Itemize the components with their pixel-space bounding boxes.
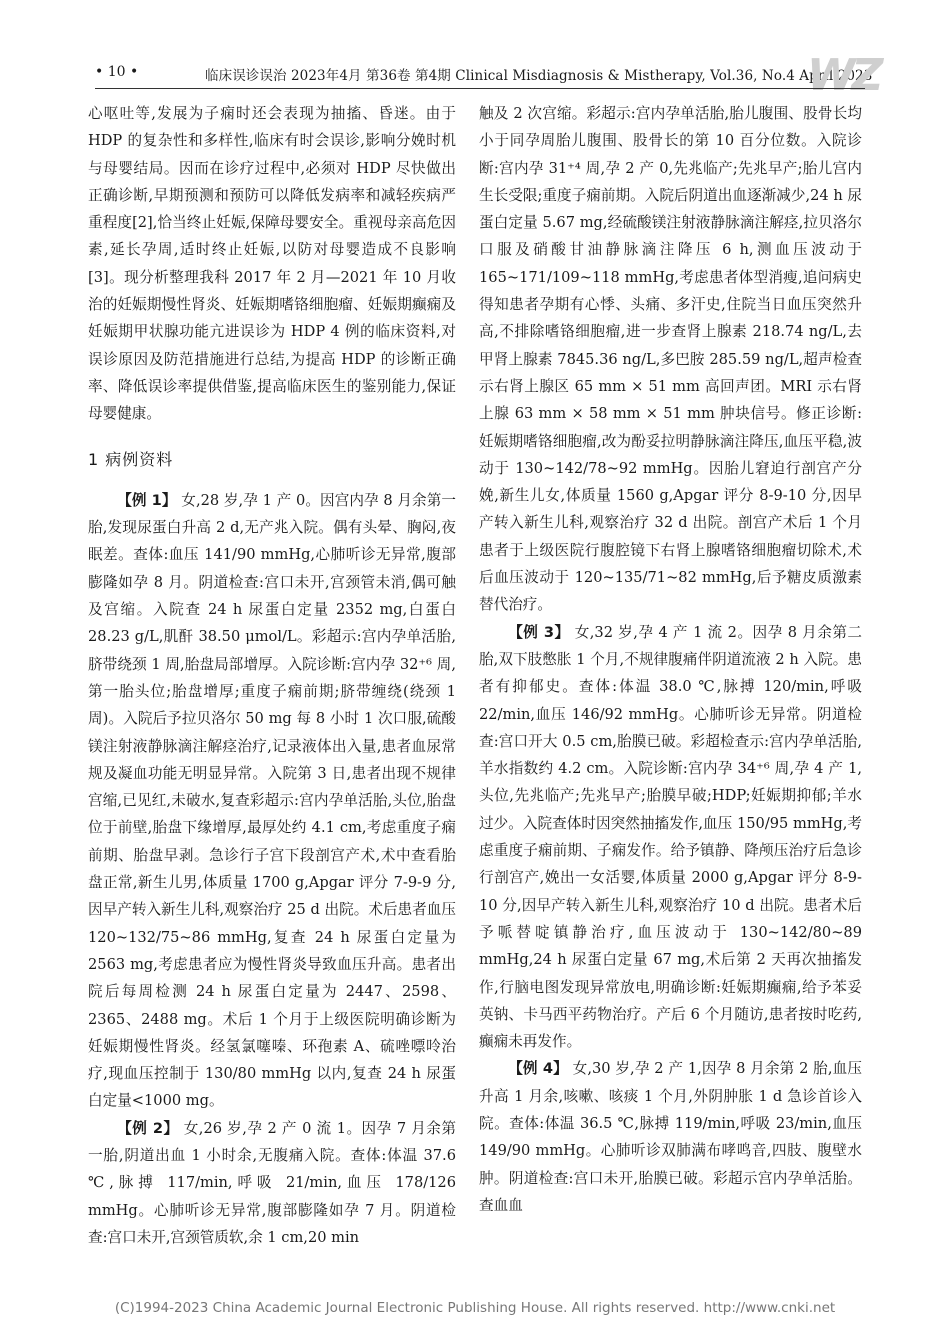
case-1-text: 女,28 岁,孕 1 产 0。因宫内孕 8 月余第一胎,发现尿蛋白升高 2 d,无产兆入院。偶有头晕、胸闷,夜眠差。查体:血压 141/90 mmHg,心肺听诊无异常,腹部膨隆如孕 8 月。阴道检查:宫口未开,宫颈管未消,偶可触及宫缩。入院查 24 h 尿蛋白定量 2352 mg,白蛋白 28.23 g/L,肌酐 38.50 μmol/L。彩超示:宫内孕单活胎,脐带绕颈 1 周,胎盘局部增厚。入院诊断:宫内孕 32⁺⁶ 周,第一胎头位;胎盘增厚;重度子痫前期;脐带缠绕(绕颈 1 周)。入院后予拉贝洛尔 50 mg 每 8 小时 1 次口服,硫酸镁注射液静脉滴注解痉治疗,记录液体出入量,患者血尿常规及凝血功能无明显异常。入院第 3 日,患者出现不规律宫缩,已见红,未破水,复查彩超示:宫内孕单活胎,头位,胎盘位于前壁,胎盘下缘增厚,最厚处约 4.1 cm,考虑重度子痫前期、胎盘早剥。急诊行子宫下段剖宫产术,术中查看胎盘正常,新生儿男,体质量 1700 g,Apgar 评分 7-9-9 分,因早产转入新生儿科,观察治疗 25 d 出院。术后患者血压 120~132/75~86 mmHg,复查 24 h 尿蛋白定量为 2563 mg,考虑患者应为慢性肾炎导致血压升高。患者出院后每周检测 24 h 尿蛋白定量为 2447、2598、2365、2488 mg。术后 1 个月于上级医院明确诊断为妊娠期慢性肾炎。经氢氯噻嗪、环孢素 A、硫唑嘌呤治疗,现血压控制于 130/80 mmHg 以内,复查 24 h 尿蛋白定量<1000 mg。 bbox=[88, 491, 456, 1110]
header-rule bbox=[95, 88, 865, 89]
section-title: 1 病例资料 bbox=[88, 449, 174, 469]
left-column bbox=[88, 100, 456, 1251]
case-2-label: 【例 2】 bbox=[117, 1119, 179, 1137]
case-2-text: 女,26 岁,孕 2 产 0 流 1。因孕 7 月余第一胎,阴道出血 1 小时余,无腹痛入院。查体:体温 37.6 ℃,脉搏 117/min,呼吸 21/min,血压 178/126 mmHg。心肺听诊无异常,腹部膨隆如孕 7 月。阴道检查:宫口未开,宫颈管质软,余 1 cm,20 min bbox=[88, 1119, 456, 1246]
case-1-paragraph bbox=[88, 487, 456, 1115]
case-3-label: 【例 3】 bbox=[508, 623, 570, 641]
case-3-paragraph bbox=[479, 619, 862, 1056]
case-2-continuation: 触及 2 次宫缩。彩超示:宫内孕单活胎,胎儿腹围、股骨长均小于同孕周胎儿腹围、股骨长的第 10 百分位数。入院诊断:宫内孕 31⁺⁴ 周,孕 2 产 0,先兆临产;先兆早产;胎儿宫内生长受限;重度子痫前期。入院后阴道出血逐渐减少,24 h 尿蛋白定量 5.67 mg,经硫酸镁注射液静脉滴注解痉,拉贝洛尔口服及硝酸甘油静脉滴注降压 6 h,测血压波动于 165~171/109~118 mmHg,考虑患者体型消瘦,追问病史得知患者孕期有心悸、头痛、多汗史,住院当日血压突然升高,不排除嗜铬细胞瘤,进一步查肾上腺素 218.74 ng/L,去甲肾上腺素 7845.36 ng/L,多巴胺 285.59 ng/L,超声检查示右肾上腺区 65 mm × 51 mm 高回声团。MRI 示右肾上腺 63 mm × 58 mm × 51 mm 肿块信号。修正诊断:妊娠期嗜铬细胞瘤,改为酚妥拉明静脉滴注降压,血压平稳,波动于 130~142/78~92 mmHg。因胎儿窘迫行剖宫产分娩,新生儿女,体质量 1560 g,Apgar 评分 8-9-10 分,因早产转入新生儿科,观察治疗 32 d 出院。剖宫产术后 1 个月患者于上级医院行腹腔镜下右肾上腺嗜铬细胞瘤切除术,术后血压波动于 120~135/71~82 mmHg,后予糖皮质激素替代治疗。 bbox=[479, 105, 862, 614]
page-header bbox=[95, 50, 880, 101]
case-2-paragraph bbox=[88, 1115, 456, 1251]
case-4-text: 女,30 岁,孕 2 产 1,因孕 8 月余第 2 胎,血压升高 1 月余,咳嗽、咳痰 1 个月,外阴肿胀 1 d 急诊首诊入院。查体:体温 36.5 ℃,脉搏 119/min,呼吸 23/min,血压 149/90 mmHg。心肺听诊双肺满布哮鸣音,四肢、腹壁水肿。阴道检查:宫口未开,胎膜已破。彩超示宫内孕单活胎。查血血 bbox=[479, 1060, 862, 1214]
journal-info: 临床误诊误治 2023年4月 第36卷 第4期 Clinical Misdiagnosis & Mistherapy, Vol.36, No.4 April 2023 bbox=[205, 68, 873, 84]
case-1-label: 【例 1】 bbox=[117, 491, 177, 509]
copyright-footer: (C)1994-2023 China Academic Journal Electronic Publishing House. All rights reserved. http://www.cnki.net bbox=[114, 1300, 836, 1316]
right-column bbox=[479, 100, 862, 1219]
case-4-label: 【例 4】 bbox=[508, 1060, 568, 1078]
case-4-paragraph bbox=[479, 1055, 862, 1219]
page-number: • 10 • bbox=[95, 64, 139, 80]
journal-logo: WZ bbox=[807, 50, 880, 101]
intro-paragraph: 心呕吐等,发展为子痫时还会表现为抽搐、昏迷。由于 HDP 的复杂性和多样性,临床有时会误诊,影响分娩时机与母婴结局。因而在诊疗过程中,必须对 HDP 尽快做出正确诊断,早期预测和预防可以降低发病率和减轻疾病严重程度[2],恰当终止妊娠,保障母婴安全。重视母亲高危因素,延长孕周,适时终止妊娠,以防对母婴造成不良影响[3]。现分析整理我科 2017 年 2 月—2021 年 10 月收治的妊娠期慢性肾炎、妊娠期嗜铬细胞瘤、妊娠期癫痫及妊娠期甲状腺功能亢进误诊为 HDP 4 例的临床资料,对误诊原因及防范措施进行总结,为提高 HDP 的诊断正确率、降低误诊率提供借鉴,提高临床医生的鉴别能力,保证母婴健康。 bbox=[88, 105, 456, 423]
case-3-text: 女,32 岁,孕 4 产 1 流 2。因孕 8 月余第二胎,双下肢憋胀 1 个月,不规律腹痛伴阴道流液 2 h 入院。患者有抑郁史。查体:体温 38.0 ℃,脉搏 120/min,呼吸 22/min,血压 146/92 mmHg。心肺听诊无异常。阴道检查:宫口开大 0.5 cm,胎膜已破。彩超检查示:宫内孕单活胎,羊水指数约 4.2 cm。入院诊断:宫内孕 34⁺⁶ 周,孕 4 产 1,头位,先兆临产;先兆早产;胎膜早破;HDP;妊娠期抑郁;羊水过少。入院查体时因突然抽搐发作,血压 150/95 mmHg,考虑重度子痫前期、子痫发作。给予镇静、降颅压治疗后急诊行剖宫产,娩出一女活婴,体质量 2000 g,Apgar 评分 8-9-10 分,因早产转入新生儿科,观察治疗 10 d 出院。患者术后予哌替啶镇静治疗,血压波动于 130~142/80~89 mmHg,24 h 尿蛋白定量 67 mg,术后第 2 天再次抽搐发作,行脑电图发现异常放电,明确诊断:妊娠期癫痫,给予苯妥英钠、卡马西平药物治疗。产后 6 个月随访,患者按时吃药,癫痫未再发作。 bbox=[479, 623, 862, 1051]
